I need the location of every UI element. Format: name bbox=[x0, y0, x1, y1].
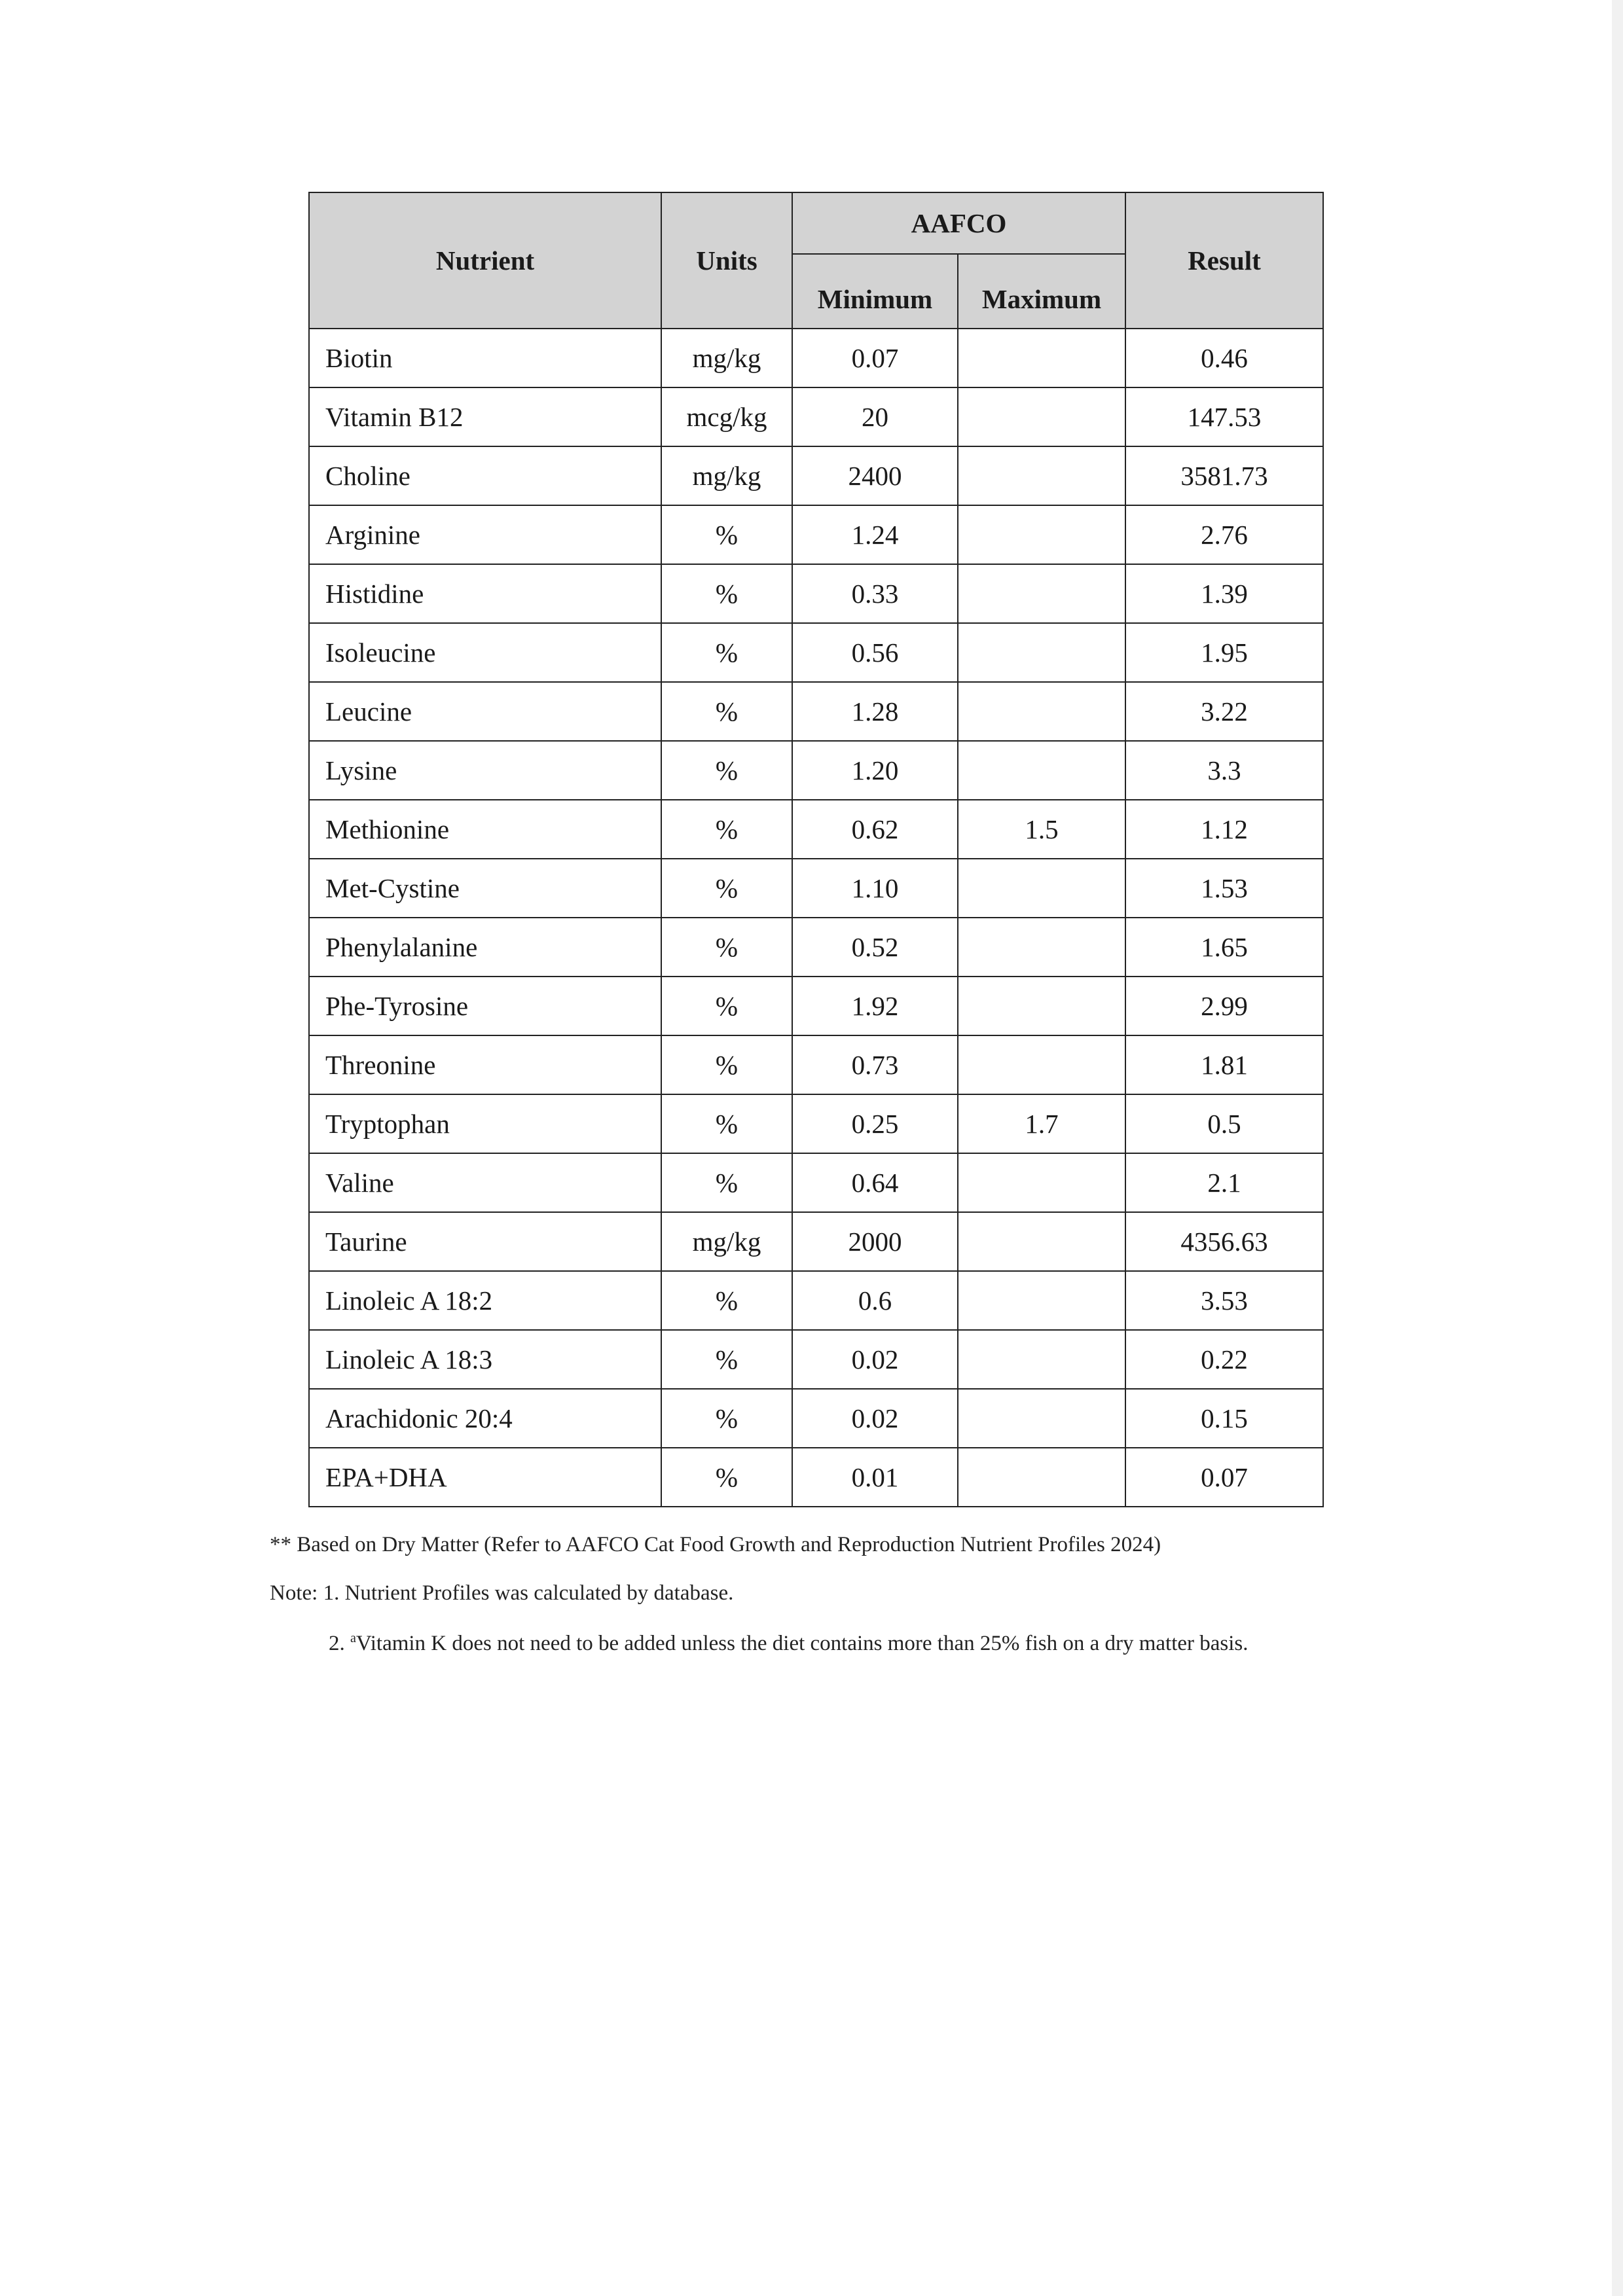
cell-result: 4356.63 bbox=[1125, 1212, 1323, 1271]
cell-maximum bbox=[958, 859, 1125, 918]
cell-minimum: 0.33 bbox=[792, 564, 958, 623]
cell-maximum bbox=[958, 564, 1125, 623]
header-aafco: AAFCO bbox=[792, 192, 1125, 254]
cell-result: 1.12 bbox=[1125, 800, 1323, 859]
note-2 bbox=[329, 1631, 1249, 1656]
cell-nutrient: Threonine bbox=[309, 1035, 661, 1094]
cell-minimum: 0.25 bbox=[792, 1094, 958, 1153]
cell-nutrient: Linoleic A 18:2 bbox=[309, 1271, 661, 1330]
cell-result: 0.5 bbox=[1125, 1094, 1323, 1153]
note-2-number: 2. bbox=[329, 1632, 350, 1655]
table-row bbox=[309, 1330, 1323, 1389]
cell-nutrient: Phenylalanine bbox=[309, 918, 661, 977]
cell-units: mg/kg bbox=[661, 329, 792, 387]
cell-units: % bbox=[661, 918, 792, 977]
cell-result: 0.46 bbox=[1125, 329, 1323, 387]
cell-result: 1.53 bbox=[1125, 859, 1323, 918]
cell-nutrient: Histidine bbox=[309, 564, 661, 623]
dry-matter-note: ** Based on Dry Matter (Refer to AAFCO Cat Food Growth and Reproduction Nutrient Profiles 2024) bbox=[270, 1533, 1161, 1556]
cell-nutrient: Met-Cystine bbox=[309, 859, 661, 918]
cell-result: 2.76 bbox=[1125, 505, 1323, 564]
table-row bbox=[309, 623, 1323, 682]
cell-units: % bbox=[661, 1271, 792, 1330]
cell-minimum: 2400 bbox=[792, 446, 958, 505]
cell-maximum bbox=[958, 623, 1125, 682]
cell-nutrient: Phe-Tyrosine bbox=[309, 977, 661, 1035]
cell-nutrient: Tryptophan bbox=[309, 1094, 661, 1153]
table-row bbox=[309, 446, 1323, 505]
cell-nutrient: Lysine bbox=[309, 741, 661, 800]
cell-result: 0.07 bbox=[1125, 1448, 1323, 1507]
cell-nutrient: Valine bbox=[309, 1153, 661, 1212]
header-maximum: Maximum bbox=[958, 254, 1125, 329]
table-row bbox=[309, 682, 1323, 741]
cell-maximum bbox=[958, 329, 1125, 387]
cell-maximum bbox=[958, 741, 1125, 800]
cell-minimum: 20 bbox=[792, 387, 958, 446]
header-minimum: Minimum bbox=[792, 254, 958, 329]
cell-maximum bbox=[958, 1153, 1125, 1212]
cell-units: % bbox=[661, 1330, 792, 1389]
cell-nutrient: Methionine bbox=[309, 800, 661, 859]
cell-units: % bbox=[661, 505, 792, 564]
cell-result: 0.15 bbox=[1125, 1389, 1323, 1448]
table-row bbox=[309, 741, 1323, 800]
cell-result: 3.3 bbox=[1125, 741, 1323, 800]
cell-units: % bbox=[661, 1153, 792, 1212]
note-2-superscript: a bbox=[350, 1631, 356, 1645]
cell-maximum bbox=[958, 505, 1125, 564]
header-result: Result bbox=[1125, 192, 1323, 329]
cell-result: 2.99 bbox=[1125, 977, 1323, 1035]
note-1: Note: 1. Nutrient Profiles was calculated by database. bbox=[270, 1581, 734, 1605]
cell-nutrient: Choline bbox=[309, 446, 661, 505]
cell-nutrient: Linoleic A 18:3 bbox=[309, 1330, 661, 1389]
cell-units: % bbox=[661, 1094, 792, 1153]
cell-nutrient: Arachidonic 20:4 bbox=[309, 1389, 661, 1448]
cell-maximum bbox=[958, 446, 1125, 505]
cell-result: 3.22 bbox=[1125, 682, 1323, 741]
cell-units: % bbox=[661, 1035, 792, 1094]
cell-minimum: 2000 bbox=[792, 1212, 958, 1271]
table-row bbox=[309, 387, 1323, 446]
cell-result: 0.22 bbox=[1125, 1330, 1323, 1389]
cell-minimum: 0.73 bbox=[792, 1035, 958, 1094]
cell-nutrient: Taurine bbox=[309, 1212, 661, 1271]
note-2-text: Vitamin K does not need to be added unless the diet contains more than 25% fish on a dry matter basis. bbox=[356, 1632, 1249, 1655]
cell-units: mg/kg bbox=[661, 1212, 792, 1271]
cell-result: 147.53 bbox=[1125, 387, 1323, 446]
cell-minimum: 0.07 bbox=[792, 329, 958, 387]
cell-units: % bbox=[661, 1389, 792, 1448]
cell-minimum: 0.02 bbox=[792, 1389, 958, 1448]
table-row bbox=[309, 1212, 1323, 1271]
cell-minimum: 0.56 bbox=[792, 623, 958, 682]
cell-maximum bbox=[958, 1212, 1125, 1271]
cell-units: % bbox=[661, 623, 792, 682]
table-row bbox=[309, 977, 1323, 1035]
table-row bbox=[309, 859, 1323, 918]
table-row bbox=[309, 1271, 1323, 1330]
cell-minimum: 0.6 bbox=[792, 1271, 958, 1330]
cell-minimum: 1.10 bbox=[792, 859, 958, 918]
cell-minimum: 1.20 bbox=[792, 741, 958, 800]
table-row bbox=[309, 329, 1323, 387]
table-row bbox=[309, 1035, 1323, 1094]
cell-maximum: 1.5 bbox=[958, 800, 1125, 859]
cell-nutrient: Arginine bbox=[309, 505, 661, 564]
cell-minimum: 0.02 bbox=[792, 1330, 958, 1389]
cell-result: 1.65 bbox=[1125, 918, 1323, 977]
cell-nutrient: Biotin bbox=[309, 329, 661, 387]
cell-units: % bbox=[661, 800, 792, 859]
cell-result: 1.95 bbox=[1125, 623, 1323, 682]
cell-maximum bbox=[958, 387, 1125, 446]
table-row bbox=[309, 1389, 1323, 1448]
cell-maximum bbox=[958, 1035, 1125, 1094]
header-nutrient: Nutrient bbox=[309, 192, 661, 329]
cell-minimum: 1.28 bbox=[792, 682, 958, 741]
cell-maximum bbox=[958, 682, 1125, 741]
table-row bbox=[309, 564, 1323, 623]
cell-result: 3.53 bbox=[1125, 1271, 1323, 1330]
cell-minimum: 0.52 bbox=[792, 918, 958, 977]
table-row bbox=[309, 918, 1323, 977]
cell-nutrient: Leucine bbox=[309, 682, 661, 741]
cell-minimum: 0.62 bbox=[792, 800, 958, 859]
cell-maximum bbox=[958, 918, 1125, 977]
cell-units: % bbox=[661, 859, 792, 918]
table-row bbox=[309, 800, 1323, 859]
cell-units: % bbox=[661, 564, 792, 623]
cell-units: mcg/kg bbox=[661, 387, 792, 446]
cell-nutrient: Vitamin B12 bbox=[309, 387, 661, 446]
table-row bbox=[309, 505, 1323, 564]
cell-minimum: 1.24 bbox=[792, 505, 958, 564]
cell-units: % bbox=[661, 741, 792, 800]
cell-result: 1.39 bbox=[1125, 564, 1323, 623]
cell-maximum: 1.7 bbox=[958, 1094, 1125, 1153]
nutrient-table bbox=[308, 192, 1324, 1507]
cell-maximum bbox=[958, 1448, 1125, 1507]
cell-units: % bbox=[661, 1448, 792, 1507]
page-edge bbox=[1612, 0, 1623, 2296]
cell-minimum: 0.01 bbox=[792, 1448, 958, 1507]
cell-result: 2.1 bbox=[1125, 1153, 1323, 1212]
cell-units: % bbox=[661, 682, 792, 741]
cell-nutrient: Isoleucine bbox=[309, 623, 661, 682]
cell-maximum bbox=[958, 1389, 1125, 1448]
cell-maximum bbox=[958, 1271, 1125, 1330]
cell-result: 3581.73 bbox=[1125, 446, 1323, 505]
cell-minimum: 1.92 bbox=[792, 977, 958, 1035]
cell-units: mg/kg bbox=[661, 446, 792, 505]
cell-units: % bbox=[661, 977, 792, 1035]
cell-result: 1.81 bbox=[1125, 1035, 1323, 1094]
table-row bbox=[309, 1094, 1323, 1153]
cell-maximum bbox=[958, 1330, 1125, 1389]
cell-nutrient: EPA+DHA bbox=[309, 1448, 661, 1507]
table-row bbox=[309, 1448, 1323, 1507]
cell-maximum bbox=[958, 977, 1125, 1035]
header-units: Units bbox=[661, 192, 792, 329]
table-row bbox=[309, 1153, 1323, 1212]
cell-minimum: 0.64 bbox=[792, 1153, 958, 1212]
